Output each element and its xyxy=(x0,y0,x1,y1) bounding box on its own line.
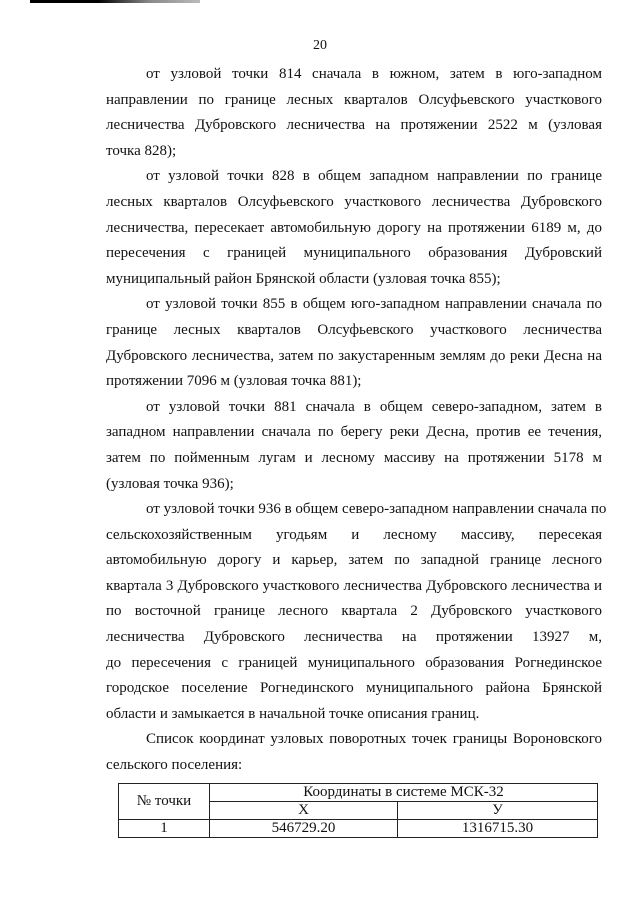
scan-edge-mark xyxy=(30,0,200,3)
header-point-number: № точки xyxy=(119,783,210,819)
header-y: У xyxy=(398,801,598,819)
text-line: от узловой точки 828 в общем западном направлении по границе xyxy=(146,168,602,185)
text-line: границе лесных кварталов Олсуфьевского участкового лесничества xyxy=(106,321,602,338)
text-line: западном направлении сначала по берегу реки Десна, против ее течения, xyxy=(106,424,602,441)
paragraphs xyxy=(106,62,607,779)
text-line: лесничества, пересекает автомобильную дорогу на протяжении 6189 м, до xyxy=(106,219,602,236)
paragraph xyxy=(106,497,607,727)
text-line: от узловой точки 814 сначала в южном, затем в юго-западном xyxy=(146,66,602,82)
cell-x: 546729.20 xyxy=(210,819,398,837)
cell-y: 1316715.30 xyxy=(398,819,598,837)
text-line: лесных кварталов Олсуфьевского участкового лесничества Дубровского xyxy=(106,193,602,210)
document-body xyxy=(106,62,607,838)
text-line: области и замыкается в начальной точке описания границ. xyxy=(106,705,480,722)
page-number: 20 xyxy=(313,38,327,53)
paragraph xyxy=(106,62,602,164)
text-line: от узловой точки 936 в общем северо-западном направлении сначала по xyxy=(146,501,607,518)
text-line: (узловая точка 936); xyxy=(106,475,234,492)
text-line: сельскохозяйственным угодьям и лесному массиву, пересекая xyxy=(106,526,602,543)
header-x: X xyxy=(210,801,398,819)
text-line: автомобильную дорогу и карьер, затем по западной границе лесного xyxy=(106,552,602,569)
text-line: от узловой точки 855 в общем юго-западном направлении сначала по xyxy=(146,296,602,313)
text-line: Дубровского лесничества, затем по закустаренным землям до реки Десна на xyxy=(106,347,602,364)
text-line: от узловой точки 881 сначала в общем северо-западном, затем в xyxy=(146,398,602,415)
text-line: направлении по границе лесных кварталов Олсуфьевского участкового xyxy=(106,91,602,108)
text-line: лесничества Дубровского лесничества на протяжении 2522 м (узловая xyxy=(106,117,602,134)
text-line: точка 828); xyxy=(106,142,177,159)
text-line: муниципальный район Брянской области (узловая точка 855); xyxy=(106,270,501,287)
text-line: городское поселение Рогнединского муниципального района Брянской xyxy=(106,680,602,697)
paragraph xyxy=(106,727,602,778)
table-row xyxy=(119,819,598,837)
text-line: сельского поселения: xyxy=(106,757,243,774)
header-coordinates: Координаты в системе МСК-32 xyxy=(210,783,598,801)
paragraph xyxy=(106,292,602,394)
text-line: по восточной границе лесного квартала 2 Дубровского участкового xyxy=(106,603,602,620)
cell-point: 1 xyxy=(119,819,210,837)
coordinates-table xyxy=(118,783,598,838)
text-line: протяжении 7096 м (узловая точка 881); xyxy=(106,373,362,390)
paragraph xyxy=(106,395,602,497)
text-line: пересечения с границей муниципального образования Дубровский xyxy=(106,245,602,262)
text-line: квартала 3 Дубровского участкового лесничества Дубровского лесничества и xyxy=(106,577,602,594)
paragraph xyxy=(106,164,602,292)
text-line: лесничества Дубровского лесничества на протяжении 13927 м, xyxy=(106,629,602,646)
text-line: Список координат узловых поворотных точек границы Вороновского xyxy=(146,731,602,748)
text-line: до пересечения с границей муниципального образования Рогнединское xyxy=(106,654,602,671)
text-line: затем по пойменным лугам и лесному массиву на протяжении 5178 м xyxy=(106,449,602,466)
